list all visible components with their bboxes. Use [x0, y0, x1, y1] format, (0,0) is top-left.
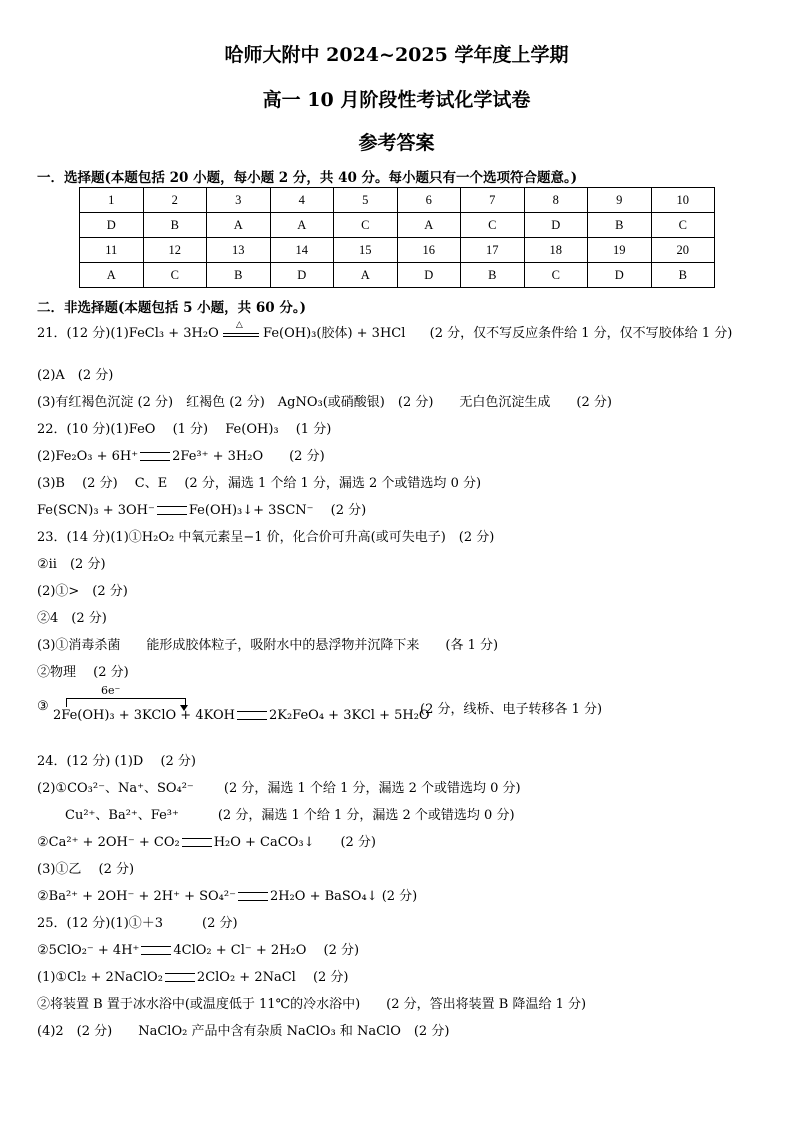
equals-sign — [165, 973, 195, 982]
q21-eq-left: 21．(12 分)(1)FeCl₃ + 3H₂O — [37, 326, 219, 341]
answer-table-cell: D — [270, 263, 334, 288]
answer-table-cell: 5 — [334, 188, 398, 213]
q24-line2: (2)①CO₃²⁻、Na⁺、SO₄²⁻ (2 分，漏选 1 个给 1 分，漏选 2 个或错选均 0 分) — [37, 781, 521, 796]
q24-eq-left: ②Ca²⁺ + 2OH⁻ + CO₂ — [37, 835, 180, 850]
answer-table-cell: D — [524, 213, 588, 238]
answer-table-cell: C — [143, 263, 207, 288]
answer-table-cell: D — [80, 213, 144, 238]
answer-table-cell: 11 — [80, 238, 144, 263]
answer-table-cell: 15 — [334, 238, 398, 263]
electron-count-label: 6e⁻ — [101, 684, 121, 697]
q23-l7-mark: ③ — [37, 699, 49, 714]
answer-table-cell: 18 — [524, 238, 588, 263]
q22-line4 — [37, 499, 366, 518]
answer-table-cell: 10 — [651, 188, 715, 213]
q24-eq6-left: ②Ba²⁺ + 2OH⁻ + 2H⁺ + SO₄²⁻ — [37, 889, 236, 904]
q23-line3: (2)①> (2 分) — [37, 584, 128, 599]
answer-table-cell: C — [334, 213, 398, 238]
answer-table-cell: 14 — [270, 238, 334, 263]
equals-sign — [140, 452, 170, 461]
answer-table-cell: 1 — [80, 188, 144, 213]
q22-eq-right: 2Fe³⁺ + 3H₂O (2 分) — [172, 449, 325, 464]
school-title: 哈师大附中 2024~2025 学年度上学期 — [224, 44, 569, 66]
answer-table-row — [80, 263, 715, 288]
equals-sign — [141, 946, 171, 955]
q24-eq6-right: 2H₂O + BaSO₄↓ (2 分) — [269, 889, 418, 904]
answer-table-cell: A — [397, 213, 461, 238]
q25-eq2-left: ②5ClO₂⁻ + 4H⁺ — [37, 943, 140, 958]
q25-line4: ②将装置 B 置于冰水浴中(或温度低于 11℃的冷水浴中) (2 分，答出将装置 B 降温给 1 分) — [37, 997, 587, 1012]
q22-line3: (3)B (2 分) C、E (2 分，漏选 1 个给 1 分，漏选 2 个或错选均 0 分) — [37, 476, 482, 491]
answer-table-cell: A — [80, 263, 144, 288]
answer-table-cell: A — [334, 263, 398, 288]
answer-table-cell: 17 — [461, 238, 525, 263]
q25-eq3-left: (1)①Cl₂ + 2NaClO₂ — [37, 970, 163, 985]
electron-bridge-line — [66, 698, 186, 707]
answer-table-cell: C — [524, 263, 588, 288]
q24-line4 — [37, 831, 376, 850]
q24-line3: Cu²⁺、Ba²⁺、Fe³⁺ (2 分，漏选 1 个给 1 分，漏选 2 个或错选均 0 分) — [65, 808, 515, 823]
equals-sign — [157, 506, 187, 515]
q23-line2: ②ii (2 分) — [37, 557, 106, 572]
q22-eq4-left: Fe(SCN)₃ + 3OH⁻ — [37, 503, 155, 518]
answer-table-cell: 6 — [397, 188, 461, 213]
q23-l7-note: (2 分，线桥、电子转移各 1 分) — [420, 702, 603, 717]
answer-table-cell: 2 — [143, 188, 207, 213]
q25-line2 — [37, 939, 359, 958]
q25-eq3-right: 2ClO₂ + 2NaCl (2 分) — [196, 970, 349, 985]
equals-sign — [238, 892, 268, 901]
answer-table-cell: 19 — [588, 238, 652, 263]
answer-table-row — [80, 238, 715, 263]
answer-table-cell: D — [397, 263, 461, 288]
answer-table-cell: 4 — [270, 188, 334, 213]
answer-table — [79, 187, 715, 288]
answer-table-cell: C — [651, 213, 715, 238]
redox-left: 2Fe(OH)₃ + 3KClO + 4KOH — [53, 708, 235, 723]
answer-table-cell: B — [207, 263, 271, 288]
q22-line2 — [37, 445, 325, 464]
q25-line3 — [37, 966, 349, 985]
answer-table-cell: 12 — [143, 238, 207, 263]
answer-table-cell: B — [143, 213, 207, 238]
q22-eq-left: (2)Fe₂O₃ + 6H⁺ — [37, 449, 139, 464]
answer-table-cell: A — [207, 213, 271, 238]
answer-table-cell: B — [588, 213, 652, 238]
answer-table-cell: 13 — [207, 238, 271, 263]
q22-eq4-right: Fe(OH)₃↓+ 3SCN⁻ (2 分) — [188, 503, 367, 518]
exam-title: 高一 10 月阶段性考试化学试卷 — [262, 89, 531, 111]
electron-transfer-equation — [37, 684, 637, 728]
q23-line5: (3)①消毒杀菌 能形成胶体粒子，吸附水中的悬浮物并沉降下来 (各 1 分) — [37, 638, 499, 653]
q23-line6: ②物理 (2 分) — [37, 665, 129, 680]
q22-line1: 22．(10 分)(1)FeO (1 分) Fe(OH)₃ (1 分) — [37, 422, 332, 437]
q23-line4: ②4 (2 分) — [37, 611, 107, 626]
answer-table-cell: D — [588, 263, 652, 288]
equals-sign — [237, 711, 267, 720]
redox-equation — [53, 708, 430, 723]
section1-heading: 一．选择题(本题包括 20 小题，每小题 2 分，共 40 分。每小题只有一个选项符合题意。) — [37, 170, 578, 186]
answer-table-cell: B — [651, 263, 715, 288]
q25-line1: 25．(12 分)(1)①＋3 (2 分) — [37, 916, 238, 931]
answer-table-cell: 20 — [651, 238, 715, 263]
section2-heading: 二．非选择题(本题包括 5 小题，共 60 分。) — [37, 300, 307, 316]
q21-eq-right: Fe(OH)₃(胶体) + 3HCl — [263, 326, 406, 341]
answer-table-cell: 9 — [588, 188, 652, 213]
answer-table-cell: 8 — [524, 188, 588, 213]
answer-table-cell: B — [461, 263, 525, 288]
q23-line1: 23．(14 分)(1)①H₂O₂ 中氧元素呈−1 价，化合价可升高(或可失电子) (2 分) — [37, 530, 495, 545]
answer-table-cell: A — [270, 213, 334, 238]
answer-table-cell: C — [461, 213, 525, 238]
q24-line6 — [37, 885, 417, 904]
q25-eq2-right: 4ClO₂ + Cl⁻ + 2H₂O (2 分) — [173, 943, 360, 958]
equals-sign — [182, 838, 212, 847]
q24-eq-right: H₂O + CaCO₃↓ (2 分) — [213, 835, 377, 850]
answer-table-row — [80, 213, 715, 238]
answer-table-row — [80, 188, 715, 213]
answer-table-cell: 3 — [207, 188, 271, 213]
q21-line3: (3)有红褐色沉淀 (2 分) 红褐色 (2 分) AgNO₃(或硝酸银) (2 分) 无白色沉淀生成 (2 分) — [37, 395, 612, 410]
answer-table-cell: 7 — [461, 188, 525, 213]
redox-right: 2K₂FeO₄ + 3KCl + 5H₂O — [268, 708, 430, 723]
q21-line1 — [37, 319, 733, 341]
q21-line2: (2)A (2 分) — [37, 368, 114, 383]
answer-table-cell: 16 — [397, 238, 461, 263]
answer-title: 参考答案 — [358, 132, 435, 154]
heat-equals-sign: △ — [223, 327, 259, 341]
q25-line5: (4)2 (2 分) NaClO₂ 产品中含有杂质 NaClO₃ 和 NaClO (2 分) — [37, 1024, 450, 1039]
q24-line1: 24．(12 分) (1)D (2 分) — [37, 754, 197, 769]
q24-line5: (3)①乙 (2 分) — [37, 862, 135, 877]
q21-note: (2 分，仅不写反应条件给 1 分，仅不写胶体给 1 分) — [429, 326, 733, 341]
